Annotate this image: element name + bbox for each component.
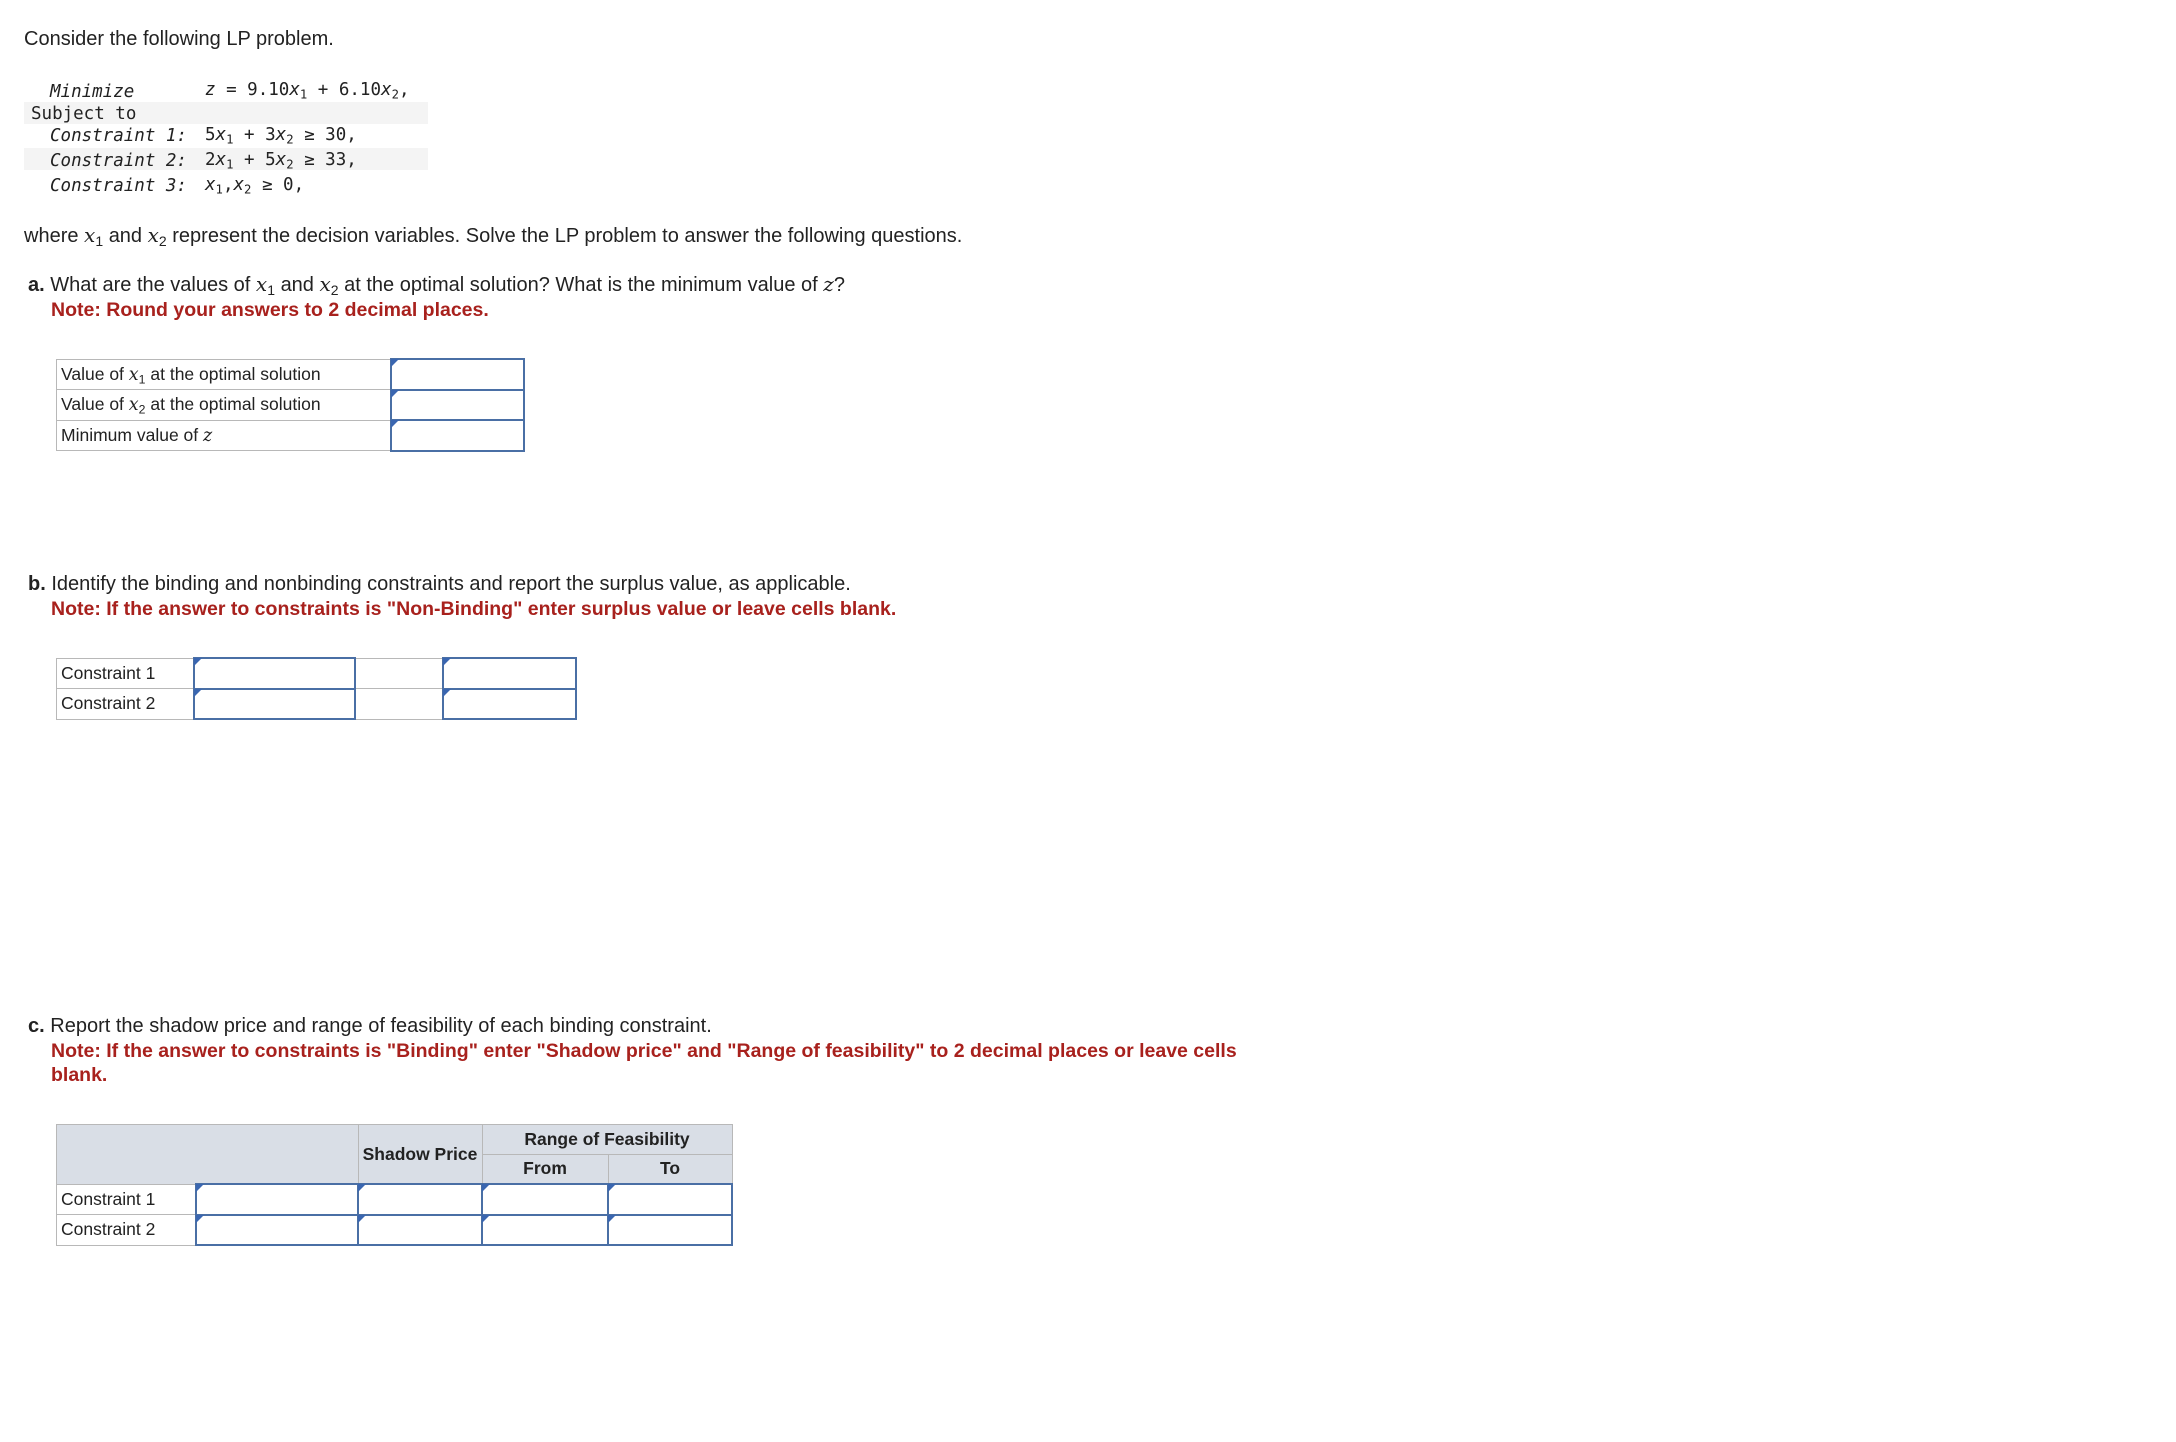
constraint-2-label: Constraint 2: (50, 151, 187, 171)
min-z-input[interactable] (391, 420, 524, 451)
row-label: Value of $x_1$ at the optimal solution (57, 359, 392, 390)
part-a-question: a. What are the values of $x_1$ and $x_2$ at the optimal solution? What is the minimum value of z? (28, 272, 845, 299)
constraint-1-surplus-input[interactable] (443, 658, 576, 689)
x1-value-input[interactable] (391, 359, 524, 390)
row-label: Value of $x_2$ at the optimal solution (57, 390, 392, 421)
part-b-note: Note: If the answer to constraints is "Non-Binding" enter surplus value or leave cells blank. (51, 598, 897, 620)
row-label: Constraint 2 (57, 689, 195, 720)
constraint-1-to-field[interactable] (609, 1185, 731, 1214)
table-row (57, 1184, 733, 1215)
row-label: Constraint 2 (57, 1215, 197, 1246)
part-a-note: Note: Round your answers to 2 decimal places. (51, 299, 489, 321)
to-header: To (608, 1154, 732, 1184)
part-c-note-line1: Note: If the answer to constraints is "Binding" enter "Shadow price" and "Range of feasibility" to 2 decimal places or leave cells (51, 1040, 1237, 1062)
row-label: Constraint 1 (57, 1184, 197, 1215)
constraint-2-surplus-input[interactable] (443, 689, 576, 720)
constraint-2-shadow-price-field[interactable] (359, 1216, 481, 1245)
table-row (57, 420, 525, 451)
constraint-2-status-select[interactable] (194, 689, 355, 720)
shadow-price-header: Shadow Price (358, 1125, 482, 1185)
part-b-question: b. Identify the binding and nonbinding constraints and report the surplus value, as applicable. (28, 573, 851, 595)
constraint-2-binding-field[interactable] (197, 1216, 357, 1245)
constraint-1-expr: $5x_1 + 3x_2 \ge 30$, (205, 125, 357, 147)
where-text: where $x_1$ and $x_2$ represent the decision variables. Solve the LP problem to answer the following questions. (24, 223, 963, 250)
constraint-2-shadow-price-input[interactable] (358, 1215, 482, 1246)
constraint-1-from-field[interactable] (483, 1185, 607, 1214)
constraint-1-status-field[interactable] (195, 659, 354, 688)
constraint-2-status-field[interactable] (195, 690, 354, 719)
table-row (57, 390, 525, 421)
constraint-1-binding-select[interactable] (196, 1184, 358, 1215)
constraint-3-expr: $x_1,x_2 \ge 0$, (205, 175, 305, 197)
table-row (57, 658, 577, 689)
table-row (57, 689, 577, 720)
blank-cell (355, 689, 443, 720)
range-feasibility-header: Range of Feasibility (482, 1125, 732, 1155)
header-row (57, 1125, 733, 1155)
table-row (57, 1215, 733, 1246)
constraint-2-to-field[interactable] (609, 1216, 731, 1245)
constraint-2-surplus-field[interactable] (444, 690, 575, 719)
part-c-note-line2: blank. (51, 1064, 108, 1086)
constraint-3-label: Constraint 3: (50, 176, 187, 196)
minimize-label: Minimize (50, 82, 135, 102)
intro-text: Consider the following LP problem. (24, 28, 334, 50)
constraint-1-binding-field[interactable] (197, 1185, 357, 1214)
x2-value-field[interactable] (392, 391, 523, 420)
objective-function: $z = 9.10x_1 + 6.10x_2$, (205, 80, 410, 102)
blank-header (57, 1125, 359, 1185)
part-c-table (56, 1124, 733, 1246)
table-row (57, 359, 525, 390)
x1-value-field[interactable] (392, 360, 523, 389)
from-header: From (482, 1154, 608, 1184)
part-c-question: c. Report the shadow price and range of feasibility of each binding constraint. (28, 1015, 712, 1037)
constraint-1-surplus-field[interactable] (444, 659, 575, 688)
min-z-field[interactable] (392, 421, 523, 450)
part-b-table (56, 657, 577, 720)
blank-cell (355, 658, 443, 689)
lp-model (24, 78, 428, 197)
constraint-1-status-select[interactable] (194, 658, 355, 689)
constraint-2-expr: $2x_1 + 5x_2 \ge 33$, (205, 150, 357, 172)
row-label: Minimum value of z (57, 420, 392, 451)
constraint-1-to-input[interactable] (608, 1184, 732, 1215)
x2-value-input[interactable] (391, 390, 524, 421)
constraint-1-shadow-price-input[interactable] (358, 1184, 482, 1215)
constraint-2-binding-select[interactable] (196, 1215, 358, 1246)
constraint-2-from-field[interactable] (483, 1216, 607, 1245)
constraint-1-shadow-price-field[interactable] (359, 1185, 481, 1214)
part-a-table (56, 358, 525, 452)
constraint-1-label: Constraint 1: (50, 126, 187, 146)
row-label: Constraint 1 (57, 658, 195, 689)
constraint-2-to-input[interactable] (608, 1215, 732, 1246)
constraint-2-from-input[interactable] (482, 1215, 608, 1246)
constraint-1-from-input[interactable] (482, 1184, 608, 1215)
subject-to-label: Subject to (31, 104, 137, 124)
